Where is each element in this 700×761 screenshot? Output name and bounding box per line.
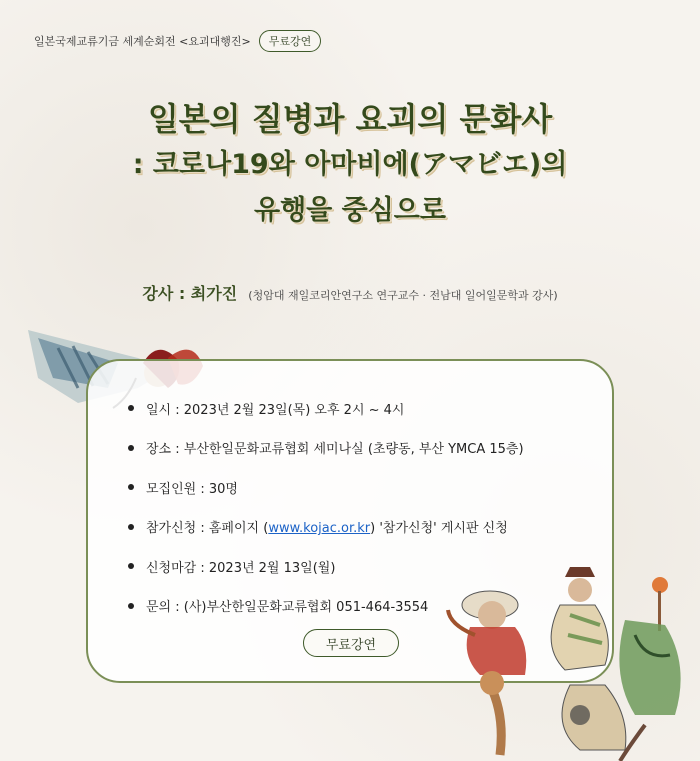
lecturer-line	[0, 281, 700, 304]
list-item	[128, 398, 598, 418]
contact-text: 문의 : (사)부산한일문화교류협회 051-464-3554	[146, 600, 429, 615]
deadline-text: 신청마감 : 2023년 2월 13일(월)	[146, 560, 336, 576]
title-line-3: 유행을 중심으로	[254, 195, 446, 226]
lecturer-name: 강사 : 최가진	[142, 284, 238, 303]
list-item	[128, 517, 598, 537]
homepage-link[interactable]: www.kojac.or.kr	[268, 521, 371, 536]
title-line-1: 일본의 질병과 요괴의 문화사	[147, 100, 553, 138]
page-title	[0, 96, 700, 234]
title-line-2: : 코로나19와 아마비에(アマビエ)의	[132, 149, 568, 180]
bullet-icon	[128, 445, 134, 451]
free-lecture-button[interactable]: 무료강연	[303, 629, 399, 657]
header	[34, 30, 321, 52]
venue-text: 장소 : 부산한일문화교류협회 세미나실 (초량동, 부산 YMCA 15층)	[146, 442, 524, 457]
bullet-icon	[128, 603, 134, 609]
apply-prefix: 참가신청 : 홈페이지 (	[146, 521, 269, 536]
bullet-icon	[128, 484, 134, 490]
bullet-icon	[128, 563, 134, 569]
yokai-parade-icon	[430, 565, 698, 761]
apply-suffix: ) '참가신청' 게시판 신청	[370, 521, 508, 536]
organizer-text: 일본국제교류기금 세계순회전 <요괴대행진>	[34, 35, 251, 48]
list-item	[128, 438, 598, 458]
lecturer-affiliation: (청암대 재일코리안연구소 연구교수 · 전남대 일어일문학과 강사)	[248, 289, 558, 302]
list-item	[128, 477, 598, 497]
apply-text	[146, 517, 508, 536]
bullet-icon	[128, 524, 134, 530]
free-lecture-badge: 무료강연	[259, 30, 322, 52]
capacity-text: 모집인원 : 30명	[146, 481, 238, 497]
datetime-text: 일시 : 2023년 2월 23일(목) 오후 2시 ~ 4시	[146, 402, 405, 418]
bullet-icon	[128, 405, 134, 411]
